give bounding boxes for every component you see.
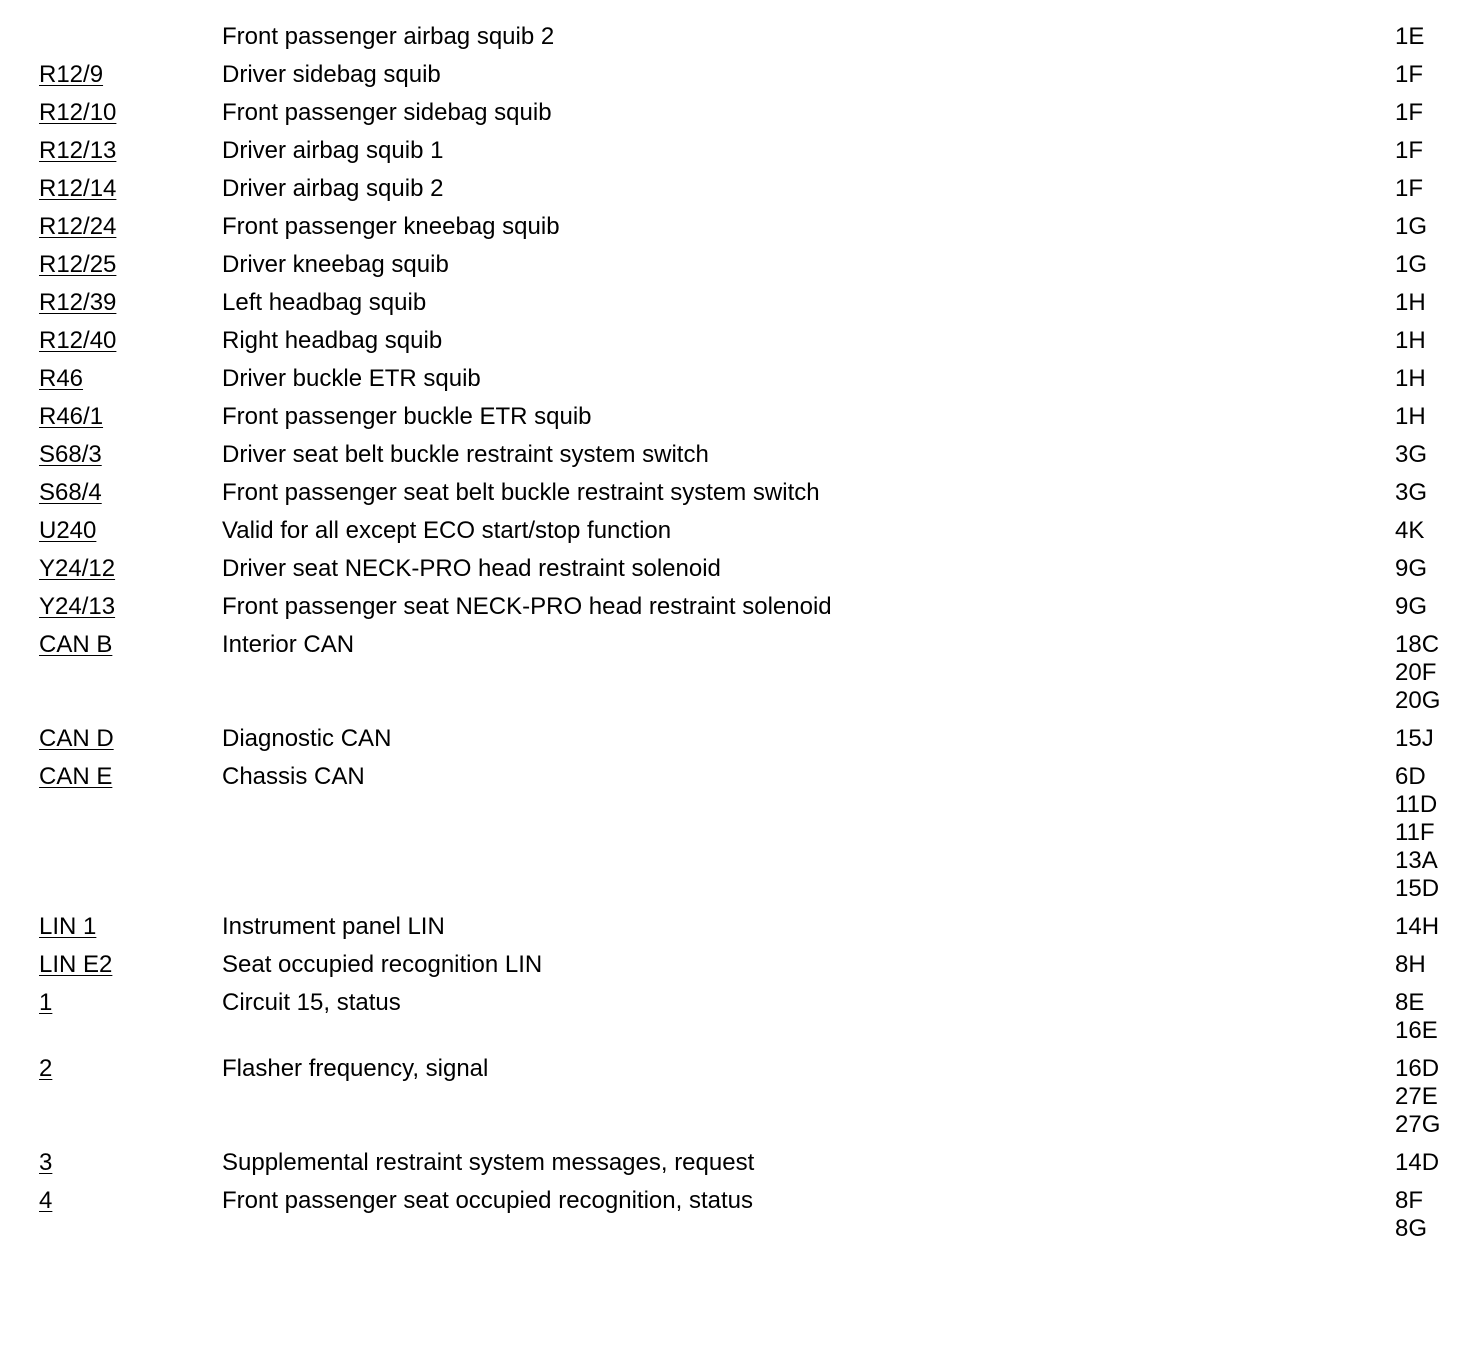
- grid-reference-list: [1395, 213, 1472, 241]
- grid-reference: 20G: [1395, 687, 1441, 714]
- grid-reference-list: [1395, 251, 1472, 279]
- grid-reference: 3G: [1395, 479, 1428, 506]
- grid-reference-list: [1395, 555, 1472, 583]
- legend-row: [0, 631, 1472, 715]
- component-description: Diagnostic CAN: [222, 725, 392, 752]
- grid-reference-list: [1395, 763, 1472, 903]
- component-code-link[interactable]: LIN 1: [39, 913, 97, 940]
- legend-row: [0, 251, 1472, 279]
- grid-reference: 14D: [1395, 1149, 1440, 1176]
- grid-reference: 18C: [1395, 631, 1440, 658]
- grid-reference: 1H: [1395, 327, 1426, 354]
- grid-reference: 27G: [1395, 1111, 1441, 1138]
- grid-reference: 1H: [1395, 403, 1426, 430]
- legend-row: [0, 365, 1472, 393]
- grid-reference: 8E: [1395, 989, 1425, 1016]
- component-description: Right headbag squib: [222, 327, 443, 354]
- grid-reference: 11D: [1395, 791, 1438, 818]
- legend-row: [0, 175, 1472, 203]
- component-code-link[interactable]: Y24/13: [39, 593, 116, 620]
- component-description: Front passenger seat belt buckle restraint system switch: [222, 479, 820, 506]
- grid-reference: 1F: [1395, 99, 1424, 126]
- grid-reference-list: [1395, 725, 1472, 753]
- component-code-link[interactable]: Y24/12: [39, 555, 116, 582]
- legend-row: [0, 725, 1472, 753]
- component-code-link[interactable]: CAN D: [39, 725, 114, 752]
- grid-reference-list: [1395, 365, 1472, 393]
- legend-row: [0, 441, 1472, 469]
- grid-reference-list: [1395, 99, 1472, 127]
- grid-reference-list: [1395, 1187, 1472, 1243]
- component-description: Front passenger buckle ETR squib: [222, 403, 592, 430]
- grid-reference: 16E: [1395, 1017, 1438, 1044]
- component-description: Interior CAN: [222, 631, 355, 658]
- component-code-link[interactable]: R12/14: [39, 175, 117, 202]
- component-code-link[interactable]: 1: [39, 989, 53, 1016]
- grid-reference: 1F: [1395, 61, 1424, 88]
- component-description: Seat occupied recognition LIN: [222, 951, 543, 978]
- component-code-link[interactable]: R12/25: [39, 251, 117, 278]
- component-description: Circuit 15, status: [222, 989, 401, 1016]
- component-description: Left headbag squib: [222, 289, 427, 316]
- grid-reference: 4K: [1395, 517, 1425, 544]
- grid-reference: 1G: [1395, 213, 1428, 240]
- legend-row: [0, 951, 1472, 979]
- legend-row: [0, 289, 1472, 317]
- component-description: Driver airbag squib 2: [222, 175, 444, 202]
- grid-reference: 15D: [1395, 875, 1440, 902]
- component-code-link[interactable]: LIN E2: [39, 951, 113, 978]
- grid-reference: 6D: [1395, 763, 1426, 790]
- grid-reference: 8G: [1395, 1215, 1428, 1242]
- component-code-link[interactable]: R12/13: [39, 137, 117, 164]
- grid-reference: 3G: [1395, 441, 1428, 468]
- component-description: Instrument panel LIN: [222, 913, 445, 940]
- component-description: Front passenger kneebag squib: [222, 213, 560, 240]
- legend-row: [0, 555, 1472, 583]
- grid-reference: 1F: [1395, 175, 1424, 202]
- grid-reference: 8F: [1395, 1187, 1424, 1214]
- component-description: Flasher frequency, signal: [222, 1055, 489, 1082]
- legend-row: [0, 327, 1472, 355]
- legend-row: [0, 99, 1472, 127]
- legend-row: [0, 137, 1472, 165]
- grid-reference-list: [1395, 441, 1472, 469]
- component-code-link[interactable]: R46/1: [39, 403, 104, 430]
- grid-reference: 1H: [1395, 289, 1426, 316]
- component-code-link[interactable]: R12/40: [39, 327, 117, 354]
- grid-reference: 13A: [1395, 847, 1438, 874]
- grid-reference: 1E: [1395, 23, 1425, 50]
- grid-reference: 16D: [1395, 1055, 1440, 1082]
- component-description: Driver buckle ETR squib: [222, 365, 481, 392]
- legend-row: [0, 23, 1472, 51]
- grid-reference-list: [1395, 479, 1472, 507]
- component-description: Front passenger seat NECK-PRO head restraint solenoid: [222, 593, 832, 620]
- grid-reference-list: [1395, 913, 1472, 941]
- legend-row: [0, 213, 1472, 241]
- legend-row: [0, 1187, 1472, 1243]
- component-code-link[interactable]: S68/4: [39, 479, 102, 506]
- grid-reference-list: [1395, 61, 1472, 89]
- grid-reference-list: [1395, 1055, 1472, 1139]
- grid-reference: 27E: [1395, 1083, 1438, 1110]
- component-code-link[interactable]: S68/3: [39, 441, 102, 468]
- legend-row: [0, 479, 1472, 507]
- component-code-link[interactable]: R12/9: [39, 61, 104, 88]
- component-code-link[interactable]: CAN E: [39, 763, 113, 790]
- component-description: Front passenger seat occupied recognition, status: [222, 1187, 753, 1214]
- legend-row: [0, 913, 1472, 941]
- component-description: Driver kneebag squib: [222, 251, 449, 278]
- legend-row: [0, 593, 1472, 621]
- component-description: Front passenger sidebag squib: [222, 99, 552, 126]
- legend-row: [0, 989, 1472, 1045]
- grid-reference-list: [1395, 289, 1472, 317]
- component-description: Driver sidebag squib: [222, 61, 441, 88]
- component-code-link[interactable]: 2: [39, 1055, 53, 1082]
- grid-reference: 15J: [1395, 725, 1434, 752]
- grid-reference: 20F: [1395, 659, 1437, 686]
- component-code-link[interactable]: 4: [39, 1187, 53, 1214]
- grid-reference-list: [1395, 403, 1472, 431]
- grid-reference-list: [1395, 175, 1472, 203]
- legend-row: [0, 517, 1472, 545]
- component-description: Supplemental restraint system messages, request: [222, 1149, 755, 1176]
- grid-reference: 1F: [1395, 137, 1424, 164]
- legend-row: [0, 61, 1472, 89]
- grid-reference-list: [1395, 517, 1472, 545]
- component-code-link[interactable]: U240: [39, 517, 97, 544]
- grid-reference-list: [1395, 631, 1472, 715]
- component-description: Front passenger airbag squib 2: [222, 23, 555, 50]
- component-code-link[interactable]: CAN B: [39, 631, 113, 658]
- component-code-link[interactable]: R12/10: [39, 99, 117, 126]
- component-code-link[interactable]: R46: [39, 365, 84, 392]
- grid-reference-list: [1395, 593, 1472, 621]
- legend-table: [0, 23, 1472, 1253]
- grid-reference-list: [1395, 1149, 1472, 1177]
- grid-reference-list: [1395, 989, 1472, 1045]
- component-code-link[interactable]: 3: [39, 1149, 53, 1176]
- legend-row: [0, 403, 1472, 431]
- component-description: Chassis CAN: [222, 763, 365, 790]
- grid-reference-list: [1395, 327, 1472, 355]
- legend-row: [0, 763, 1472, 903]
- component-code-link[interactable]: R12/39: [39, 289, 117, 316]
- component-description: Driver seat NECK-PRO head restraint solenoid: [222, 555, 721, 582]
- legend-row: [0, 1055, 1472, 1139]
- grid-reference-list: [1395, 951, 1472, 979]
- component-description: Valid for all except ECO start/stop function: [222, 517, 672, 544]
- component-description: Driver seat belt buckle restraint system switch: [222, 441, 709, 468]
- grid-reference-list: [1395, 23, 1472, 51]
- grid-reference: 1G: [1395, 251, 1428, 278]
- grid-reference-list: [1395, 137, 1472, 165]
- grid-reference: 8H: [1395, 951, 1426, 978]
- component-code-link[interactable]: R12/24: [39, 213, 117, 240]
- grid-reference: 11F: [1395, 819, 1435, 846]
- grid-reference: 1H: [1395, 365, 1426, 392]
- legend-row: [0, 1149, 1472, 1177]
- grid-reference: 9G: [1395, 593, 1428, 620]
- grid-reference: 14H: [1395, 913, 1440, 940]
- grid-reference: 9G: [1395, 555, 1428, 582]
- component-description: Driver airbag squib 1: [222, 137, 444, 164]
